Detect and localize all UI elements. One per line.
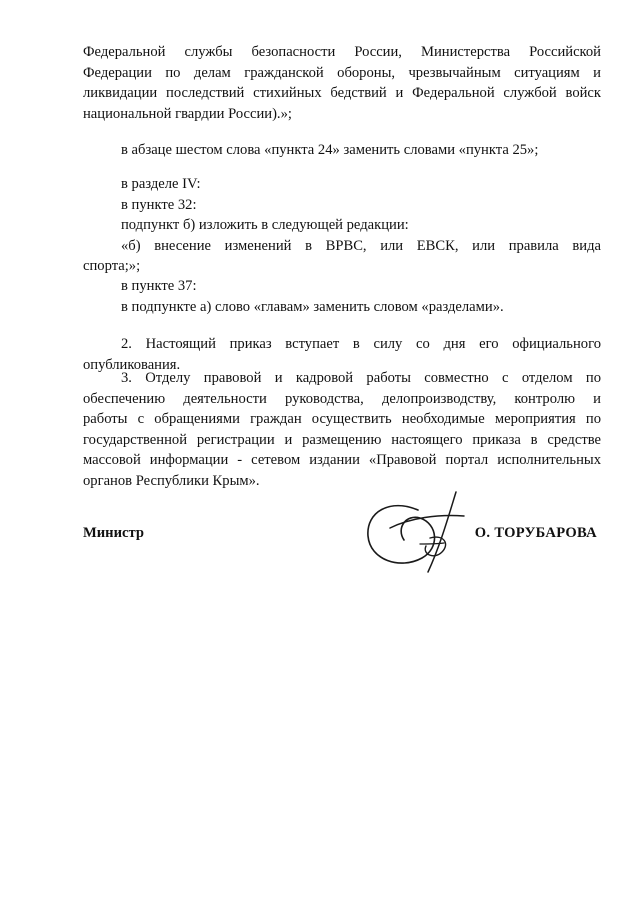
text-line: органов Республики Крым». bbox=[83, 472, 260, 489]
signature-block bbox=[83, 525, 601, 549]
text-line: обеспечению деятельности руководства, делопроизводству, контролю и bbox=[83, 390, 601, 407]
paragraph-point-37 bbox=[83, 276, 601, 317]
text-line: «б) внесение изменений в ВРВС, или ЕВСК, или правила вида bbox=[121, 237, 601, 254]
paragraph-abzac: в абзаце шестом слова «пункта 24» заменить словами «пункта 25»; bbox=[121, 142, 539, 158]
text-line: 2. Настоящий приказ вступает в силу со дня его официального bbox=[121, 336, 601, 352]
paragraph-agencies bbox=[83, 42, 601, 124]
text-line: подпункт б) изложить в следующей редакции: bbox=[121, 217, 409, 233]
text-line: массовой информации - сетевом издании «Правовой портал исполнительных bbox=[83, 452, 601, 468]
text-line: в разделе IV: bbox=[121, 176, 201, 192]
text-line: государственной регистрации и размещению настоящего приказа в средстве bbox=[83, 431, 601, 448]
text-line: Федерации по делам гражданской обороны, чрезвычайным ситуациям и bbox=[83, 64, 601, 81]
text-line: ликвидации последствий стихийных бедствий и Федеральной службой войск bbox=[83, 85, 601, 101]
text-line: в пункте 32: bbox=[121, 196, 197, 213]
text-line: спорта;»; bbox=[83, 258, 141, 274]
text-line: работы с обращениями граждан осуществить необходимые мероприятия по bbox=[83, 411, 601, 427]
text-line: 3. Отделу правовой и кадровой работы совместно с отделом по bbox=[121, 370, 601, 386]
text-line: Федеральной службы безопасности России, Министерства Российской bbox=[83, 44, 601, 60]
paragraph-publication bbox=[83, 368, 601, 491]
text-line: национальной гвардии России).»; bbox=[83, 105, 292, 122]
text-line: в подпункте а) слово «главам» заменить словом «разделами». bbox=[121, 298, 504, 315]
text-line: в пункте 37: bbox=[121, 278, 197, 294]
text-line: опубликования. bbox=[83, 356, 181, 373]
signer-position: Министр bbox=[83, 525, 144, 541]
signer-name: О. ТОРУБАРОВА bbox=[474, 525, 597, 541]
paragraph-section-4 bbox=[83, 174, 601, 277]
